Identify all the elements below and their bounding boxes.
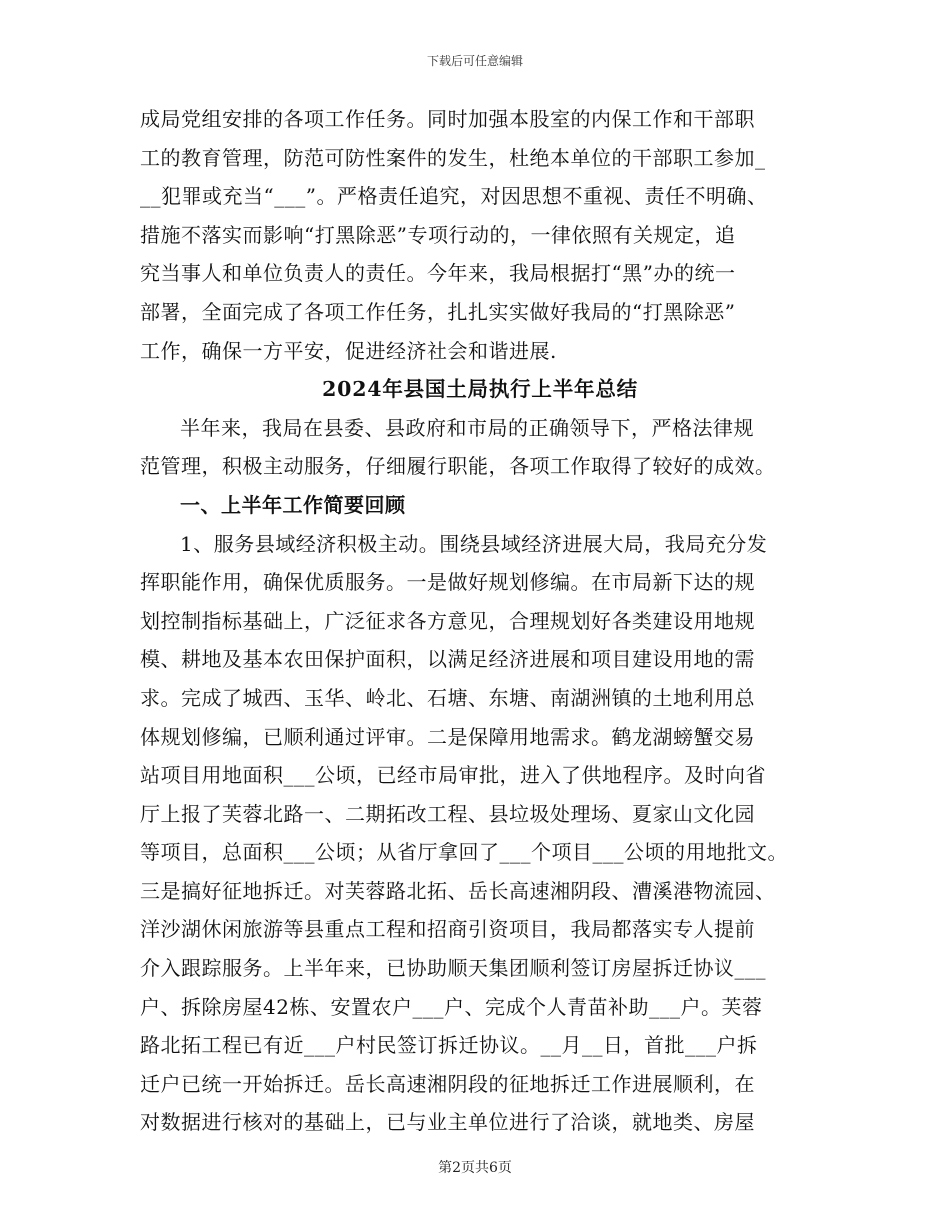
- text-line: __犯罪或充当“___”。严格责任追究，对因思想不重视、责任不明确、: [140, 184, 768, 209]
- text-line: 洋沙湖休闲旅游等县重点工程和招商引资项目，我局都落实专人提前: [140, 917, 755, 942]
- text-line: 成局党组安排的各项工作任务。同时加强本股室的内保工作和干部职: [140, 107, 755, 131]
- text-line: 对数据进行核对的基础上，已与业主单位进行了洽谈，就地类、房屋: [140, 1110, 755, 1135]
- text-line: 路北拓工程已有近___户村民签订拆迁协议。__月__日，首批___户拆: [140, 1033, 758, 1058]
- text-line: 模、耕地及基本农田保护面积，以满足经济进展和项目建设用地的需: [140, 647, 755, 672]
- text-line: 体规划修编，已顺利通过评审。二是保障用地需求。鹤龙湖螃蟹交易: [140, 724, 755, 749]
- text-line: 工作，确保一方平安，促进经济社会和谐进展.: [140, 338, 557, 363]
- document-body: [140, 100, 820, 1142]
- text-line: 三是搞好征地拆迁。对芙蓉路北拓、岳长高速湘阴段、漕溪港物流园、: [140, 878, 776, 903]
- document-title: 2024年县国土局执行上半年总结: [322, 377, 638, 402]
- page-header: 下载后可任意编辑: [426, 54, 523, 68]
- text-line: 迁户已统一开始拆迁。岳长高速湘阴段的征地拆迁工作进展顺利，在: [140, 1071, 755, 1096]
- text-line: 求。完成了城西、玉华、岭北、石塘、东塘、南湖洲镇的土地利用总: [140, 685, 755, 710]
- text-line: 厅上报了芙蓉北路一、二期拓改工程、县垃圾处理场、夏家山文化园: [140, 801, 755, 826]
- text-line: 介入跟踪服务。上半年来，已协助顺天集团顺利签订房屋拆迁协议___: [140, 956, 766, 981]
- text-line: 站项目用地面积___公顷，已经市局审批，进入了供地程序。及时向省: [140, 763, 766, 788]
- text-line: 1、服务县域经济积极主动。围绕县域经济进展大局，我局充分发: [180, 531, 768, 556]
- text-line: 划控制指标基础上，广泛征求各方意见，合理规划好各类建设用地规: [140, 608, 755, 633]
- text-line: 措施不落实而影响“打黑除恶”专项行动的，一律依照有关规定，追: [140, 222, 736, 247]
- page-number: 第2页共6页: [438, 1160, 512, 1176]
- text-line: 挥职能作用，确保优质服务。一是做好规划修编。在市局新下达的规: [140, 570, 755, 595]
- text-line: 户、拆除房屋42栋、安置农户___户、完成个人青苗补助___户。芙蓉: [140, 994, 763, 1019]
- text-line: 究当事人和单位负责人的责任。今年来，我局根据打“黑”办的统一: [140, 261, 736, 286]
- text-line: 部署，全面完成了各项工作任务，扎扎实实做好我局的“打黑除恶”: [140, 299, 736, 324]
- text-line: 工的教育管理，防范可防性案件的发生，杜绝本单位的干部职工参加_: [140, 145, 766, 170]
- text-line: 范管理，积极主动服务，仔细履行职能，各项工作取得了较好的成效。: [140, 454, 776, 479]
- text-line: 半年来，我局在县委、县政府和市局的正确领导下，严格法律规: [180, 415, 754, 440]
- text-line: 等项目，总面积___公顷；从省厅拿回了___个项目___公顷的用地批文。: [140, 840, 788, 865]
- section-heading: 一、上半年工作简要回顾: [180, 492, 406, 517]
